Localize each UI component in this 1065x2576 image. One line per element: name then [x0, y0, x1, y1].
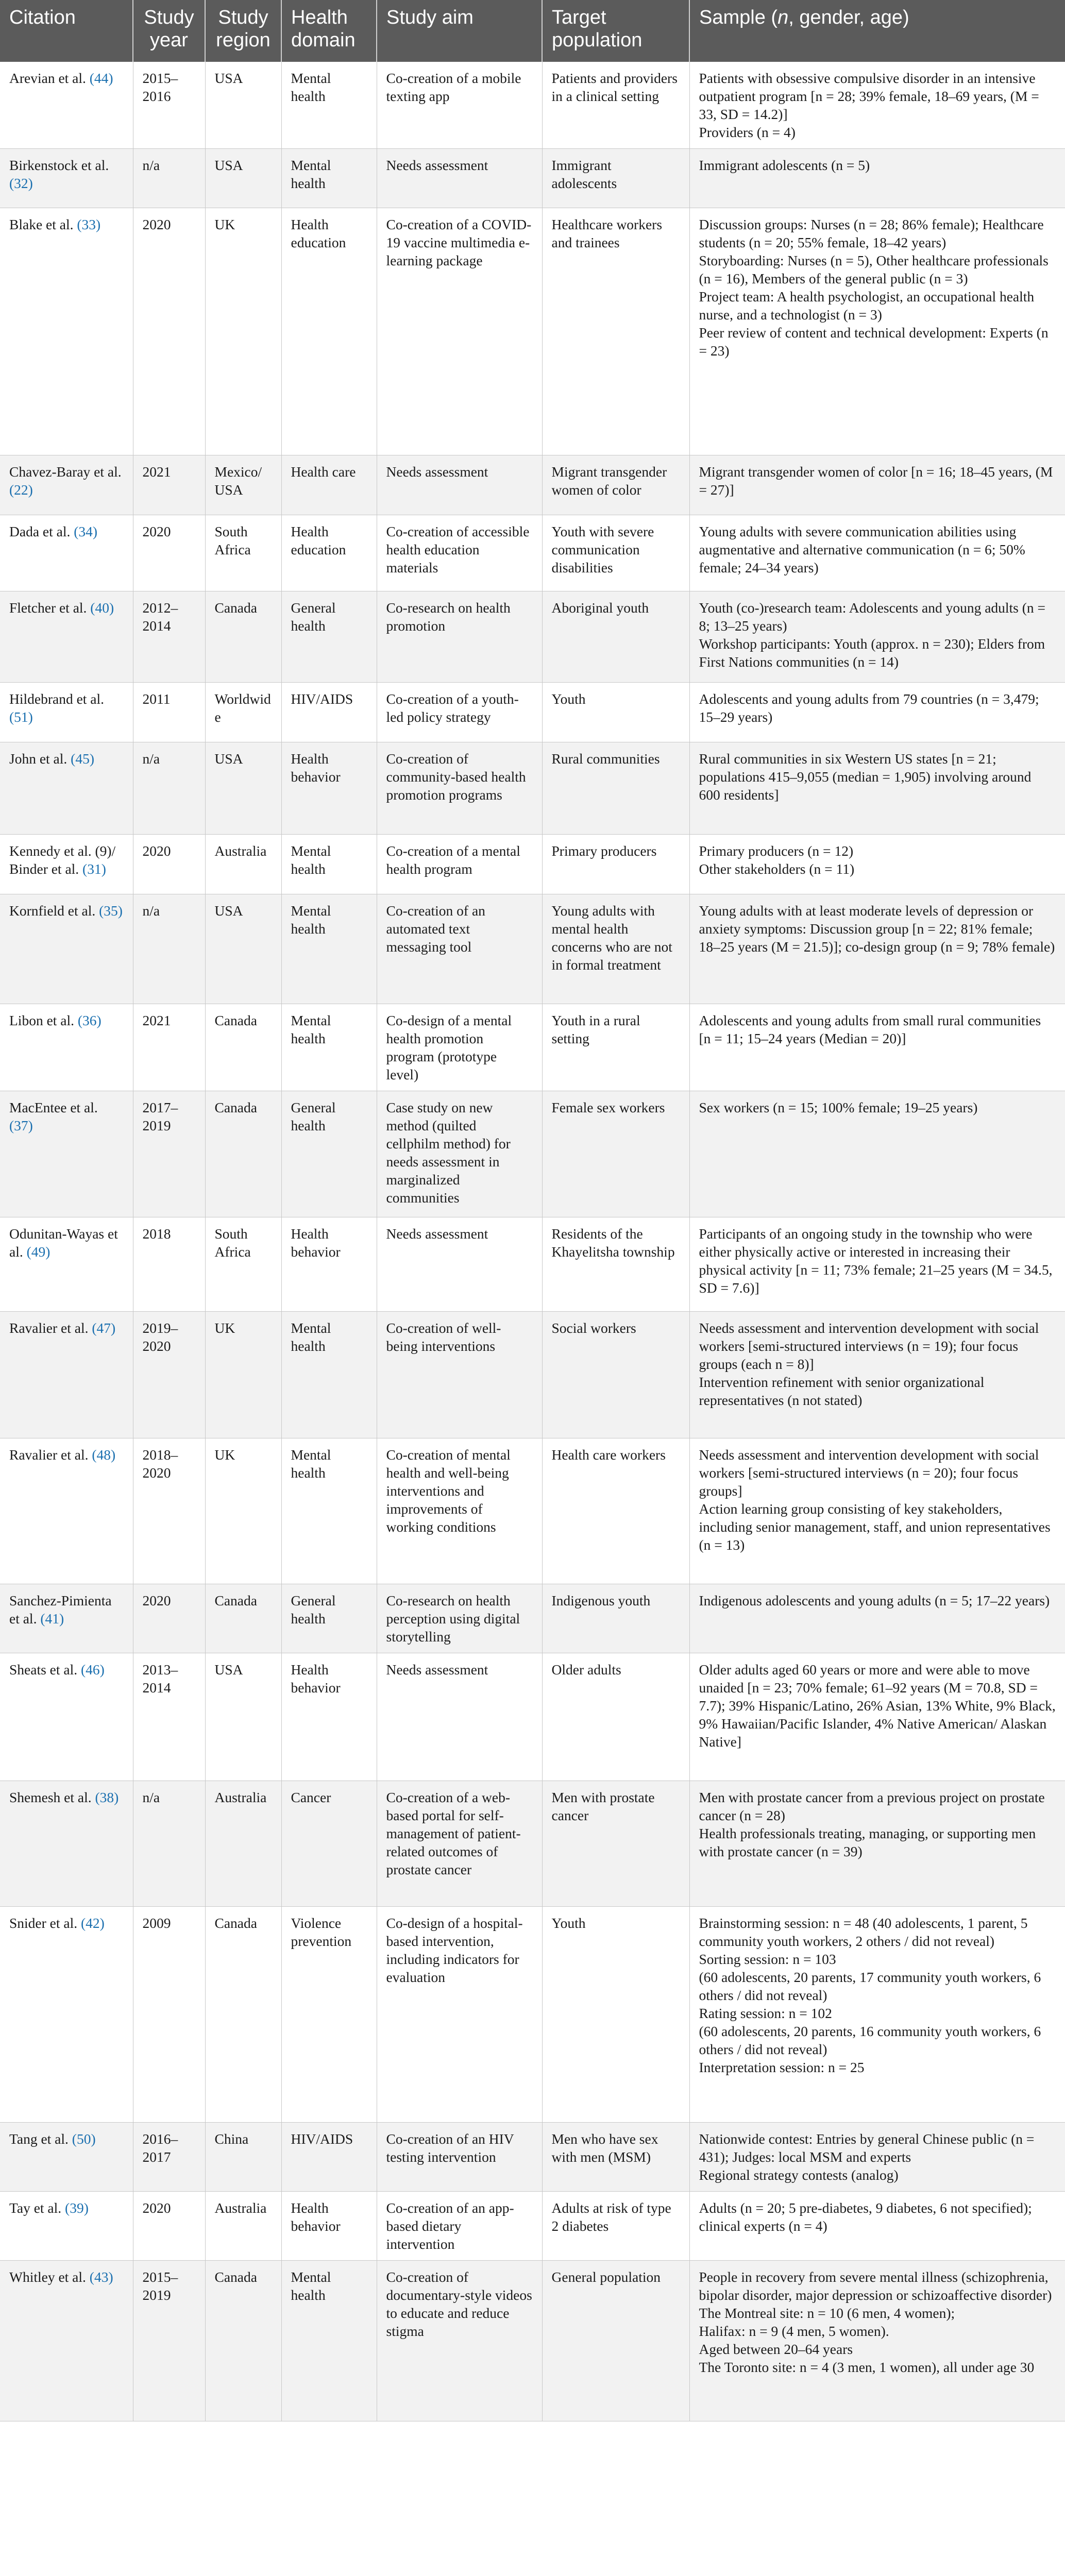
sample-line: Men with prostate cancer from a previous project on prostate cancer (n = 28) — [699, 1789, 1045, 1823]
citation-author: MacEntee et al. — [9, 1099, 98, 1115]
sample-line: Migrant transgender women of color [n = 16; 18–45 years, (M = 27)] — [699, 464, 1053, 498]
citation-author: Shemesh et al. — [9, 1789, 92, 1805]
study-region-cell: USA — [205, 1653, 281, 1781]
sample-line: Halifax: n = 9 (4 men, 5 women). — [699, 2323, 889, 2339]
sample-cell — [689, 1653, 1065, 1781]
study-aim-cell: Needs assessment — [377, 1217, 542, 1312]
target-population-cell: Older adults — [542, 1653, 689, 1781]
target-population-cell: Youth — [542, 1907, 689, 2123]
table-row — [0, 1584, 1065, 1653]
study-aim-cell: Co-creation of well-being interventions — [377, 1312, 542, 1438]
sample-cell — [689, 455, 1065, 515]
header-study-region: Study region — [205, 0, 281, 62]
sample-line: Sex workers (n = 15; 100% female; 19–25 years) — [699, 1099, 978, 1115]
citation-cell — [0, 1653, 133, 1781]
study-year-cell: 2016–2017 — [133, 2123, 205, 2192]
citation-cell — [0, 1091, 133, 1217]
target-population-cell: Primary producers — [542, 835, 689, 894]
sample-line: Needs assessment and intervention development with social workers [semi-structured interviews (n = 19); four focus groups (each n = 8)] — [699, 1320, 1039, 1372]
sample-cell — [689, 2123, 1065, 2192]
study-aim-cell: Needs assessment — [377, 455, 542, 515]
study-year-cell: 2012–2014 — [133, 591, 205, 683]
target-population-cell: Indigenous youth — [542, 1584, 689, 1653]
health-domain-cell: Violence prevention — [281, 1907, 377, 2123]
target-population-cell: Migrant transgender women of color — [542, 455, 689, 515]
citation-author: Blake et al. — [9, 216, 74, 232]
sample-line: Other stakeholders (n = 11) — [699, 861, 855, 877]
study-region-cell: Canada — [205, 1004, 281, 1091]
study-year-cell: 2020 — [133, 835, 205, 894]
study-region-cell: Canada — [205, 1584, 281, 1653]
health-domain-cell: HIV/AIDS — [281, 683, 377, 742]
target-population-cell: Adults at risk of type 2 diabetes — [542, 2192, 689, 2261]
study-year-cell: 2015–2019 — [133, 2261, 205, 2421]
citation-reference-link[interactable]: (46) — [81, 1662, 105, 1677]
study-region-cell: Australia — [205, 2192, 281, 2261]
health-domain-cell: Health behavior — [281, 1217, 377, 1312]
study-region-cell: Australia — [205, 835, 281, 894]
health-domain-cell: Mental health — [281, 62, 377, 149]
header-citation: Citation — [0, 0, 133, 62]
sample-cell — [689, 515, 1065, 591]
sample-line: The Montreal site: n = 10 (6 men, 4 women); — [699, 2305, 955, 2321]
target-population-cell: Aboriginal youth — [542, 591, 689, 683]
citation-reference-link[interactable]: (51) — [9, 709, 33, 725]
target-population-cell: Men with prostate cancer — [542, 1781, 689, 1907]
table-row — [0, 1004, 1065, 1091]
study-year-cell: 2011 — [133, 683, 205, 742]
study-region-cell: UK — [205, 1438, 281, 1584]
table-row — [0, 1091, 1065, 1217]
citation-cell — [0, 149, 133, 208]
sample-line: Action learning group consisting of key stakeholders, including senior management, staff, and union representatives (n = 13) — [699, 1501, 1051, 1553]
sample-line: Discussion groups: Nurses (n = 28; 86% female); Healthcare students (n = 20; 55% female, 18–42 years) — [699, 216, 1044, 250]
citation-cell — [0, 591, 133, 683]
sample-cell — [689, 1312, 1065, 1438]
sample-cell — [689, 591, 1065, 683]
sample-line: Regional strategy contests (analog) — [699, 2167, 899, 2183]
sample-cell — [689, 2261, 1065, 2421]
citation-reference-link[interactable]: (34) — [74, 523, 98, 539]
study-region-cell: Australia — [205, 1781, 281, 1907]
target-population-cell: Rural communities — [542, 742, 689, 835]
study-aim-cell: Co-creation of a youth-led policy strategy — [377, 683, 542, 742]
study-region-cell: UK — [205, 208, 281, 455]
citation-author: Odunitan-Wayas et al. — [9, 1226, 118, 1260]
study-aim-cell: Co-creation of an HIV testing intervention — [377, 2123, 542, 2192]
sample-line: Adults (n = 20; 5 pre-diabetes, 9 diabetes, 6 not specified); clinical experts (n = 4) — [699, 2200, 1032, 2234]
sample-line: People in recovery from severe mental illness (schizophrenia, bipolar disorder, major depression or schizoaffective disorder) — [699, 2269, 1052, 2303]
study-year-cell: 2015–2016 — [133, 62, 205, 149]
study-year-cell: 2021 — [133, 1004, 205, 1091]
health-domain-cell: Mental health — [281, 149, 377, 208]
citation-author: Tang et al. — [9, 2131, 69, 2147]
target-population-cell: Youth in a rural setting — [542, 1004, 689, 1091]
citation-author: Ravalier et al. — [9, 1447, 89, 1463]
target-population-cell: Health care workers — [542, 1438, 689, 1584]
study-year-cell: 2009 — [133, 1907, 205, 2123]
table-row — [0, 1438, 1065, 1584]
study-year-cell: 2020 — [133, 515, 205, 591]
citation-cell — [0, 1004, 133, 1091]
citation-reference-link[interactable]: (42) — [81, 1915, 105, 1931]
health-domain-cell: HIV/AIDS — [281, 2123, 377, 2192]
target-population-cell: Youth — [542, 683, 689, 742]
sample-line: Brainstorming session: n = 48 (40 adolescents, 1 parent, 5 community youth workers, 2 others / did not reveal) — [699, 1915, 1028, 1949]
health-domain-cell: General health — [281, 1584, 377, 1653]
table-row — [0, 894, 1065, 1004]
sample-line: Participants of an ongoing study in the township who were either physically active or interested in increasing their physical activity [n = 11; 73% female; 21–25 years (M = 34.5, SD = 7.6)] — [699, 1226, 1053, 1296]
sample-line: Adolescents and young adults from 79 countries (n = 3,479; 15–29 years) — [699, 691, 1039, 725]
sample-line: Older adults aged 60 years or more and were able to move unaided [n = 23; 70% female; 61–92 years (M = 70.8, SD = 7.7); 39% Hispanic/Latino, 26% Asian, 13% White, 9% Black, 9% Hawaiian/Pacific Islander, 4% Native American/ Alaskan Native] — [699, 1662, 1056, 1750]
study-aim-cell: Co-creation of documentary-style videos to educate and reduce stigma — [377, 2261, 542, 2421]
header-sample-text: Sample ( — [699, 7, 778, 28]
sample-line: Indigenous adolescents and young adults (n = 5; 17–22 years) — [699, 1592, 1050, 1608]
health-domain-cell: Mental health — [281, 2261, 377, 2421]
study-region-cell: USA — [205, 742, 281, 835]
sample-cell — [689, 1907, 1065, 2123]
citation-reference-link[interactable]: (33) — [77, 216, 101, 232]
study-region-cell: Canada — [205, 2261, 281, 2421]
table-row — [0, 835, 1065, 894]
study-aim-cell: Co-creation of an app-based dietary intervention — [377, 2192, 542, 2261]
sample-cell — [689, 2192, 1065, 2261]
sample-cell — [689, 1217, 1065, 1312]
citation-cell — [0, 683, 133, 742]
sample-line: Interpretation session: n = 25 — [699, 2059, 865, 2075]
sample-cell — [689, 1438, 1065, 1584]
health-domain-cell: Health care — [281, 455, 377, 515]
table-row — [0, 455, 1065, 515]
sample-line: Nationwide contest: Entries by general Chinese public (n = 431); Judges: local MSM and experts — [699, 2131, 1035, 2165]
citation-cell — [0, 208, 133, 455]
health-domain-cell: Mental health — [281, 1312, 377, 1438]
table-row — [0, 1312, 1065, 1438]
citation-cell — [0, 835, 133, 894]
citation-author: Tay et al. — [9, 2200, 62, 2216]
study-year-cell: 2017–2019 — [133, 1091, 205, 1217]
citation-author: John et al. — [9, 751, 67, 767]
citation-author: Birkenstock et al. — [9, 157, 109, 173]
health-domain-cell: Health behavior — [281, 1653, 377, 1781]
study-aim-cell: Co-creation of community-based health promotion programs — [377, 742, 542, 835]
header-target-population: Target population — [542, 0, 689, 62]
citation-reference-link[interactable]: (41) — [40, 1611, 64, 1626]
citation-cell — [0, 1438, 133, 1584]
target-population-cell: General population — [542, 2261, 689, 2421]
table-row — [0, 591, 1065, 683]
sample-line: Workshop participants: Youth (approx. n = 230); Elders from First Nations communities (n = 14) — [699, 636, 1045, 670]
health-domain-cell: General health — [281, 1091, 377, 1217]
health-domain-cell: Health behavior — [281, 742, 377, 835]
study-aim-cell: Co-design of a hospital-based intervention, including indicators for evaluation — [377, 1907, 542, 2123]
study-aim-cell: Co-creation of an automated text messaging tool — [377, 894, 542, 1004]
sample-line: Needs assessment and intervention development with social workers [semi-structured interviews (n = 20); four focus groups] — [699, 1447, 1039, 1499]
citation-reference-link[interactable]: (44) — [89, 70, 113, 86]
citation-reference-link[interactable]: (43) — [89, 2269, 113, 2285]
citation-reference-link[interactable]: (31) — [82, 861, 106, 877]
citation-author: Kornfield et al. — [9, 903, 96, 919]
study-region-cell: South Africa — [205, 515, 281, 591]
study-aim-cell: Co-creation of a web-based portal for self-management of patient-related outcomes of prostate cancer — [377, 1781, 542, 1907]
table-row — [0, 1653, 1065, 1781]
target-population-cell: Healthcare workers and trainees — [542, 208, 689, 455]
table-row — [0, 208, 1065, 455]
citation-reference-link[interactable]: (32) — [9, 175, 33, 191]
table-row — [0, 742, 1065, 835]
sample-line: (60 adolescents, 20 parents, 16 community youth workers, 6 others / did not reveal) — [699, 2023, 1041, 2057]
study-year-cell: n/a — [133, 742, 205, 835]
sample-cell — [689, 742, 1065, 835]
table-row — [0, 1907, 1065, 2123]
sample-line: Peer review of content and technical development: Experts (n = 23) — [699, 325, 1049, 359]
header-health-domain: Health domain — [281, 0, 377, 62]
sample-line: Providers (n = 4) — [699, 124, 796, 140]
citation-cell — [0, 1584, 133, 1653]
citation-cell — [0, 515, 133, 591]
health-domain-cell: Mental health — [281, 894, 377, 1004]
study-aim-cell: Co-research on health perception using digital storytelling — [377, 1584, 542, 1653]
study-aim-cell: Needs assessment — [377, 149, 542, 208]
sample-line: Immigrant adolescents (n = 5) — [699, 157, 870, 173]
health-domain-cell: Health education — [281, 515, 377, 591]
citation-cell — [0, 1217, 133, 1312]
citation-cell — [0, 2261, 133, 2421]
table-row — [0, 683, 1065, 742]
study-year-cell: 2019–2020 — [133, 1312, 205, 1438]
health-domain-cell: Health behavior — [281, 2192, 377, 2261]
table-row — [0, 1781, 1065, 1907]
sample-line: Rural communities in six Western US states [n = 21; populations 415–9,055 (median = 1,905) involving around 600 residents] — [699, 751, 1032, 803]
sample-line: Health professionals treating, managing, or supporting men with prostate cancer (n = 39) — [699, 1825, 1036, 1859]
sample-cell — [689, 1004, 1065, 1091]
study-region-cell: USA — [205, 894, 281, 1004]
study-year-cell: 2020 — [133, 2192, 205, 2261]
citation-cell — [0, 62, 133, 149]
study-region-cell: Worldwide — [205, 683, 281, 742]
sample-line: Rating session: n = 102 — [699, 2005, 832, 2021]
citation-author: Libon et al. — [9, 1012, 75, 1028]
health-domain-cell: Mental health — [281, 1438, 377, 1584]
header-sample — [689, 0, 1065, 62]
table-row — [0, 62, 1065, 149]
study-region-cell: South Africa — [205, 1217, 281, 1312]
citation-author: Sanchez-Pimienta et al. — [9, 1592, 112, 1626]
table-row — [0, 149, 1065, 208]
citation-author: Dada et al. — [9, 523, 71, 539]
health-domain-cell: Cancer — [281, 1781, 377, 1907]
table-header-row — [0, 0, 1065, 62]
study-region-cell: China — [205, 2123, 281, 2192]
sample-cell — [689, 62, 1065, 149]
study-year-cell: 2020 — [133, 1584, 205, 1653]
table-row — [0, 1217, 1065, 1312]
health-domain-cell: Mental health — [281, 1004, 377, 1091]
study-region-cell: Canada — [205, 1907, 281, 2123]
study-year-cell: 2018 — [133, 1217, 205, 1312]
citation-cell — [0, 1907, 133, 2123]
study-year-cell: 2020 — [133, 208, 205, 455]
study-year-cell: 2018–2020 — [133, 1438, 205, 1584]
table-row — [0, 2192, 1065, 2261]
citation-reference-link[interactable]: (36) — [77, 1012, 102, 1028]
citation-reference-link[interactable]: (45) — [71, 751, 94, 767]
target-population-cell: Social workers — [542, 1312, 689, 1438]
citation-author: Arevian et al. — [9, 70, 86, 86]
citation-reference-link[interactable]: (22) — [9, 482, 33, 498]
header-study-aim: Study aim — [377, 0, 542, 62]
citation-cell — [0, 1781, 133, 1907]
sample-line: Patients with obsessive compulsive disorder in an intensive outpatient program [n = 28; 39% female, 18–69 years, (M = 33, SD = 14.2)] — [699, 70, 1039, 122]
citation-reference-link[interactable]: (47) — [92, 1320, 116, 1336]
table-row — [0, 2123, 1065, 2192]
sample-line: Young adults with severe communication abilities using augmentative and alternative communication (n = 6; 50% female; 24–34 years) — [699, 523, 1025, 575]
sample-line: Storyboarding: Nurses (n = 5), Other healthcare professionals (n = 16), Members of the general public (n = 3) — [699, 252, 1049, 286]
header-study-year: Study year — [133, 0, 205, 62]
table-body — [0, 62, 1065, 2421]
sample-cell — [689, 1781, 1065, 1907]
sample-cell — [689, 1584, 1065, 1653]
citation-author: Hildebrand et al. — [9, 691, 105, 707]
citation-author: Chavez-Baray et al. — [9, 464, 122, 480]
target-population-cell: Immigrant adolescents — [542, 149, 689, 208]
health-domain-cell: Health education — [281, 208, 377, 455]
citation-reference-link[interactable]: (35) — [99, 903, 123, 919]
target-population-cell: Youth with severe communication disabilities — [542, 515, 689, 591]
citation-author: Fletcher et al. — [9, 600, 87, 616]
target-population-cell: Residents of the Khayelitsha township — [542, 1217, 689, 1312]
citation-reference-link[interactable]: (37) — [9, 1117, 33, 1133]
study-region-cell: USA — [205, 62, 281, 149]
sample-line: Aged between 20–64 years — [699, 2341, 853, 2357]
study-aim-cell: Co-creation of a mental health program — [377, 835, 542, 894]
citation-author: Snider et al. — [9, 1915, 78, 1931]
health-domain-cell: General health — [281, 591, 377, 683]
citation-cell — [0, 2123, 133, 2192]
citation-cell — [0, 2192, 133, 2261]
study-year-cell: 2021 — [133, 455, 205, 515]
sample-line: Young adults with at least moderate levels of depression or anxiety symptoms: Discussion group [n = 22; 81% female; 18–25 years (M = 21.5)]; co-design group (n = 9; 78% female) — [699, 903, 1055, 955]
sample-cell — [689, 1091, 1065, 1217]
study-aim-cell: Co-research on health promotion — [377, 591, 542, 683]
target-population-cell: Men who have sex with men (MSM) — [542, 2123, 689, 2192]
citation-reference-link[interactable]: (50) — [72, 2131, 96, 2147]
study-region-cell: USA — [205, 149, 281, 208]
citation-reference-link[interactable]: (39) — [65, 2200, 89, 2216]
citation-author: Whitley et al. — [9, 2269, 86, 2285]
study-aim-cell: Co-creation of a COVID-19 vaccine multimedia e-learning package — [377, 208, 542, 455]
sample-cell — [689, 894, 1065, 1004]
target-population-cell: Patients and providers in a clinical setting — [542, 62, 689, 149]
citation-cell — [0, 1312, 133, 1438]
target-population-cell: Female sex workers — [542, 1091, 689, 1217]
header-sample-text: , gender, age) — [788, 7, 909, 28]
study-aim-cell: Co-creation of mental health and well-being interventions and improvements of working conditions — [377, 1438, 542, 1584]
study-year-cell: 2013–2014 — [133, 1653, 205, 1781]
citation-cell — [0, 894, 133, 1004]
citation-author: Kennedy et al. (9)/ Binder et al. — [9, 843, 116, 877]
study-aim-cell: Co-creation of a mobile texting app — [377, 62, 542, 149]
study-aim-cell: Co-creation of accessible health education materials — [377, 515, 542, 591]
study-aim-cell: Needs assessment — [377, 1653, 542, 1781]
sample-cell — [689, 835, 1065, 894]
target-population-cell: Young adults with mental health concerns who are not in formal treatment — [542, 894, 689, 1004]
sample-line: Youth (co-)research team: Adolescents and young adults (n = 8; 13–25 years) — [699, 600, 1046, 634]
table-row — [0, 2261, 1065, 2421]
citation-author: Sheats et al. — [9, 1662, 78, 1677]
sample-cell — [689, 683, 1065, 742]
citation-cell — [0, 742, 133, 835]
sample-line: Project team: A health psychologist, an occupational health nurse, and a technologist (n = 3) — [699, 289, 1035, 323]
sample-line: (60 adolescents, 20 parents, 17 community youth workers, 6 others / did not reveal) — [699, 1969, 1041, 2003]
study-year-cell: n/a — [133, 1781, 205, 1907]
study-aim-cell: Case study on new method (quilted cellphilm method) for needs assessment in marginalized communities — [377, 1091, 542, 1217]
citation-reference-link[interactable]: (48) — [92, 1447, 116, 1463]
sample-line: Adolescents and young adults from small rural communities [n = 11; 15–24 years (Median = 20)] — [699, 1012, 1041, 1046]
sample-cell — [689, 208, 1065, 455]
study-region-cell: Mexico/ USA — [205, 455, 281, 515]
study-region-cell: Canada — [205, 591, 281, 683]
table-row — [0, 515, 1065, 591]
header-sample-n: n — [777, 7, 789, 28]
study-year-cell: n/a — [133, 149, 205, 208]
sample-line: The Toronto site: n = 4 (3 men, 1 women), all under age 30 — [699, 2359, 1035, 2375]
sample-cell — [689, 149, 1065, 208]
citation-reference-link[interactable]: (38) — [95, 1789, 119, 1805]
study-region-cell: Canada — [205, 1091, 281, 1217]
study-aim-cell: Co-design of a mental health promotion program (prototype level) — [377, 1004, 542, 1091]
citation-reference-link[interactable]: (49) — [26, 1244, 50, 1260]
sample-line: Intervention refinement with senior organizational representatives (n not stated) — [699, 1374, 985, 1408]
sample-line: Primary producers (n = 12) — [699, 843, 854, 859]
study-year-cell: n/a — [133, 894, 205, 1004]
health-domain-cell: Mental health — [281, 835, 377, 894]
citation-cell — [0, 455, 133, 515]
citation-reference-link[interactable]: (40) — [90, 600, 114, 616]
study-region-cell: UK — [205, 1312, 281, 1438]
sample-line: Sorting session: n = 103 — [699, 1951, 836, 1967]
citation-author: Ravalier et al. — [9, 1320, 89, 1336]
